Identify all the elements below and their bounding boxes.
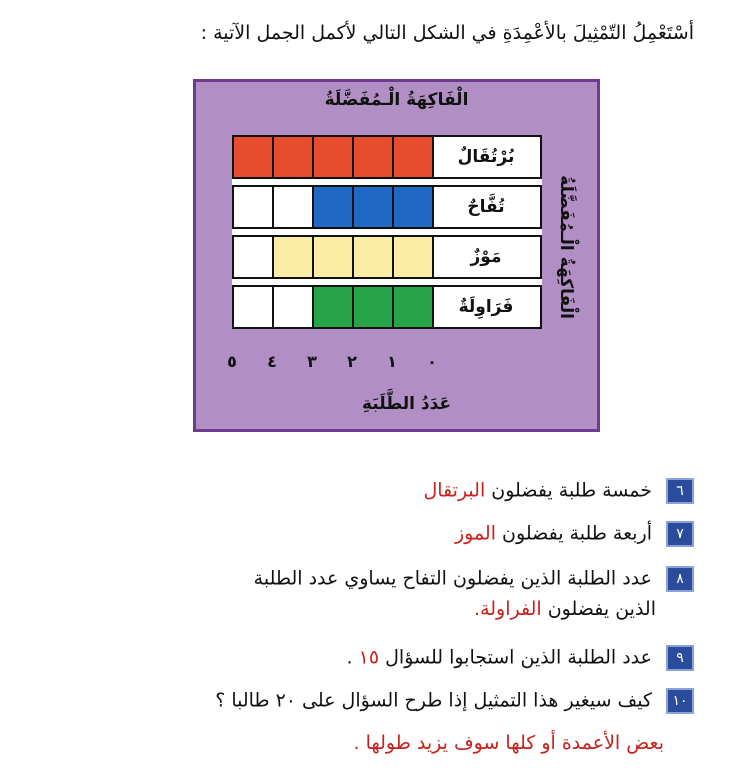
question-6 [423, 478, 694, 504]
answer-text: ١٥ [358, 646, 380, 669]
y-axis-title: الْفَاكِهَةُ الْـمُفَضَّلَةُ [556, 175, 577, 319]
category-label: تُفَّاحٌ [467, 197, 505, 217]
answer-text: الموز [454, 522, 496, 545]
question-text: كيف سيغير هذا التمثيل إذا طرح السؤال على ٢٠ طالبا ؟ [215, 689, 652, 712]
x-axis-ticks [196, 82, 597, 429]
question-number: ١٠ [666, 688, 694, 714]
question-number: ٩ [666, 645, 694, 671]
answer-text: البرتقال [423, 479, 486, 502]
x-tick-label: ٥ [227, 352, 237, 371]
question-number: ٨ [666, 566, 694, 592]
category-label: مَوْزٌ [470, 247, 502, 267]
question-8-line-2 [474, 598, 656, 620]
question-text: أربعة طلبة يفضلون [502, 522, 652, 545]
question-9 [347, 645, 694, 671]
x-tick-label: ٢ [347, 352, 357, 371]
answer-text: الفراولة. [474, 598, 542, 620]
question-text: الذين يفضلون [547, 598, 656, 620]
question-tail: . [346, 646, 359, 669]
x-tick-label: ٣ [307, 352, 317, 371]
x-tick-label: ٤ [267, 352, 277, 371]
question-number: ٦ [666, 478, 694, 504]
question-text: عدد الطلبة الذين استجابوا للسؤال [385, 646, 652, 669]
chart-panel [193, 79, 600, 432]
question-10 [215, 688, 694, 714]
answer-10: بعض الأعمدة أو كلها سوف يزيد طولها . [353, 732, 664, 754]
question-text: خمسة طلبة يفضلون [491, 479, 652, 502]
instruction-text: أسْتَعْمِلُ التّمْثِيلَ بالأعْمِدَةِ في الشكل التالي لأكمل الجمل الآتية : [200, 22, 694, 44]
category-label: بُرْتُقَالٌ [457, 147, 515, 167]
question-7 [455, 521, 694, 547]
question-8 [254, 566, 694, 592]
x-axis-title: عَدَدُ الطَّلَبَةِ [361, 394, 452, 414]
chart-title: الْفَاكِهَةُ الْـمُفَضَّلَةُ [324, 90, 469, 110]
x-tick-label: ١ [387, 352, 397, 371]
x-tick-label: ٠ [427, 352, 437, 371]
question-number: ٧ [666, 521, 694, 547]
question-text: عدد الطلبة الذين يفضلون التفاح يساوي عدد الطلبة [253, 567, 652, 590]
category-label: فَرَاوِلَةٌ [458, 297, 514, 317]
